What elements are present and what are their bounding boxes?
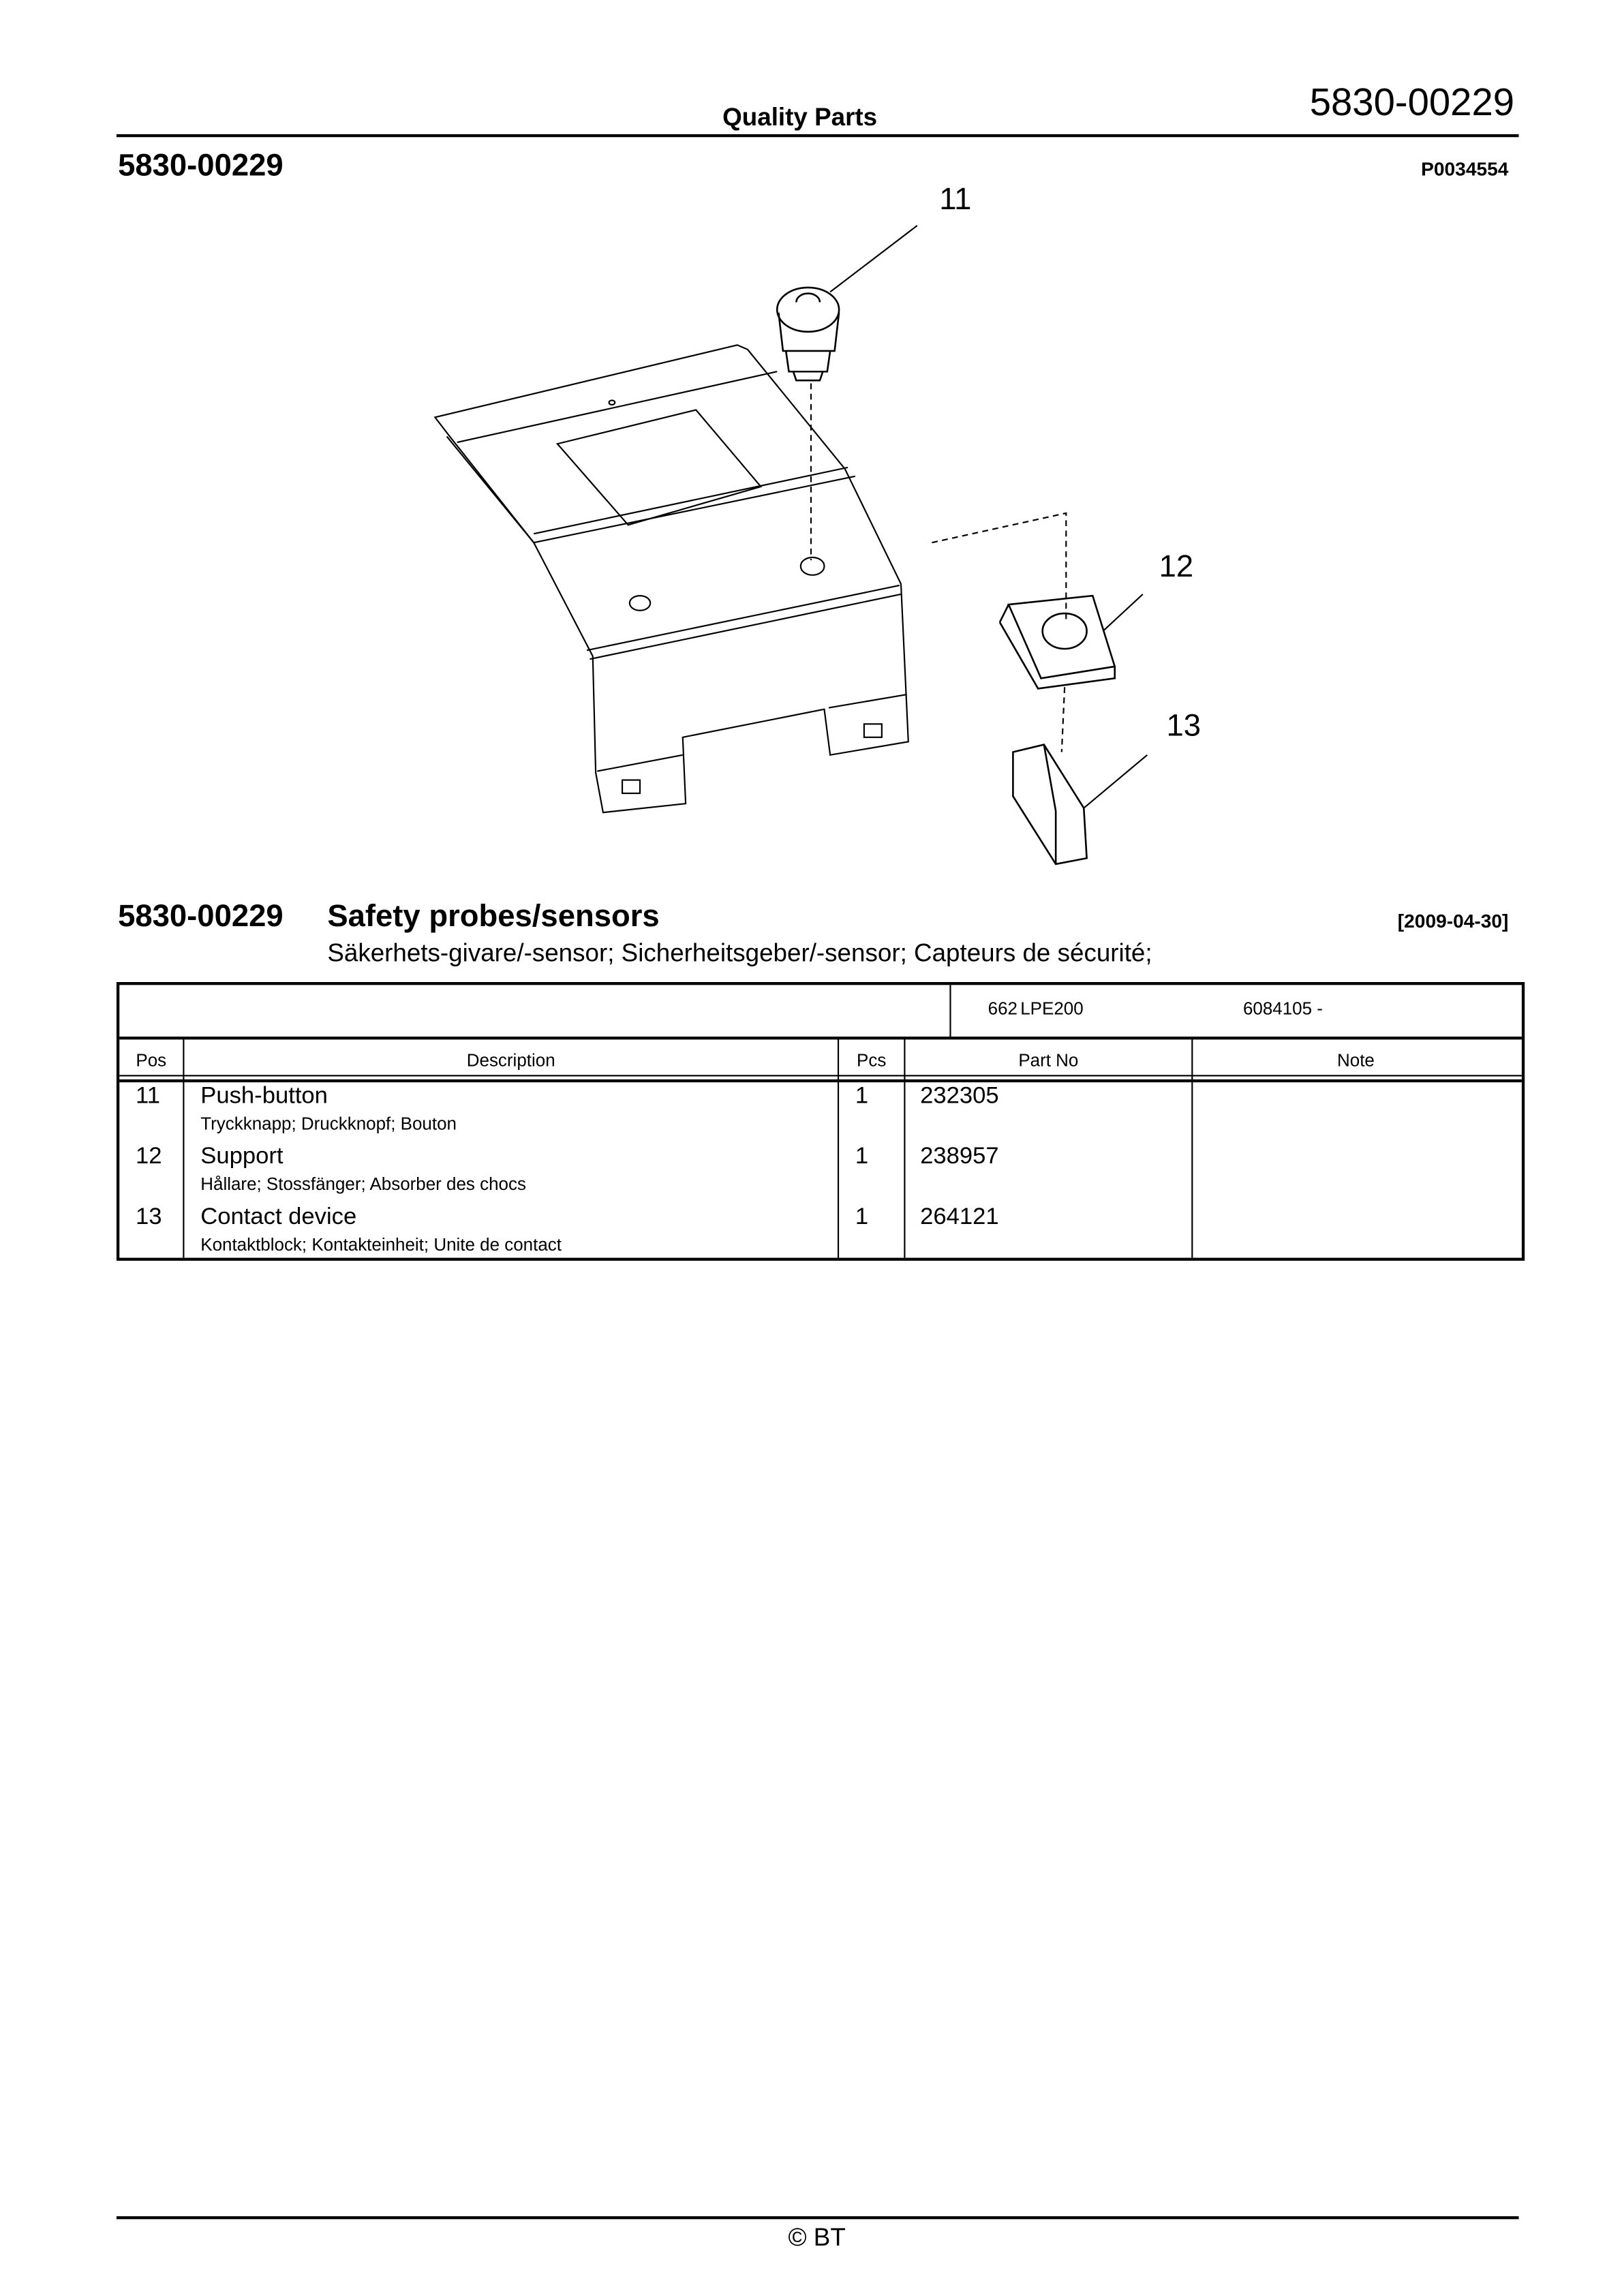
row-pcs: 1 bbox=[855, 1144, 869, 1169]
push-button-part bbox=[777, 288, 839, 380]
header-pos: Pos bbox=[136, 1050, 167, 1071]
callout-11: 11 bbox=[939, 183, 972, 217]
assembly-guide-lines bbox=[811, 384, 1066, 752]
doc-number: 5830-00229 bbox=[1309, 79, 1515, 124]
row-part-no: 238957 bbox=[920, 1144, 999, 1169]
header-title: Quality Parts bbox=[722, 103, 878, 132]
callout-leaders bbox=[830, 226, 1147, 808]
header-part-no: Part No bbox=[1018, 1050, 1079, 1071]
parts-table bbox=[117, 982, 1525, 1261]
row-pos: 12 bbox=[136, 1144, 162, 1169]
contact-device-part bbox=[1013, 745, 1086, 864]
serial-from: 6084105 - bbox=[1242, 998, 1323, 1020]
group-number: 5830-00229 bbox=[118, 149, 284, 183]
callout-13: 13 bbox=[1166, 709, 1201, 744]
row-description: Push-button bbox=[200, 1084, 328, 1109]
footer-rule bbox=[117, 2216, 1519, 2219]
header-description: Description bbox=[466, 1050, 555, 1071]
section-date: [2009-04-30] bbox=[1397, 909, 1509, 932]
footer-copyright: © BT bbox=[788, 2223, 846, 2252]
row-pcs: 1 bbox=[855, 1204, 869, 1230]
row-description: Support bbox=[200, 1144, 284, 1169]
row-pos: 11 bbox=[136, 1084, 160, 1109]
exploded-parts-diagram bbox=[0, 0, 1622, 885]
row-translations: Tryckknapp; Druckknopf; Bouton bbox=[200, 1113, 457, 1134]
row-translations: Kontaktblock; Kontakteinheit; Unite de contact bbox=[200, 1234, 562, 1255]
row-part-no: 232305 bbox=[920, 1084, 999, 1109]
support-part bbox=[1000, 596, 1115, 688]
section-number: 5830-00229 bbox=[118, 899, 284, 934]
row-translations: Hållare; Stossfänger; Absorber des chocs bbox=[200, 1174, 526, 1195]
illustration-id: P0034554 bbox=[1421, 157, 1509, 180]
row-pos: 13 bbox=[136, 1204, 162, 1230]
header-pcs: Pcs bbox=[857, 1050, 887, 1071]
callout-12: 12 bbox=[1159, 550, 1194, 584]
header-note: Note bbox=[1337, 1050, 1375, 1071]
row-description: Contact device bbox=[200, 1204, 357, 1230]
mounting-plate bbox=[435, 345, 908, 812]
model-code: 662 bbox=[988, 998, 1017, 1020]
row-part-no: 264121 bbox=[920, 1204, 999, 1230]
row-pcs: 1 bbox=[855, 1084, 869, 1109]
section-subtitle: Säkerhets-givare/-sensor; Sicherheitsgeber/-sensor; Capteurs de sécurité; bbox=[327, 939, 1152, 968]
model-name: LPE200 bbox=[1020, 998, 1084, 1020]
section-title: Safety probes/sensors bbox=[327, 899, 660, 934]
